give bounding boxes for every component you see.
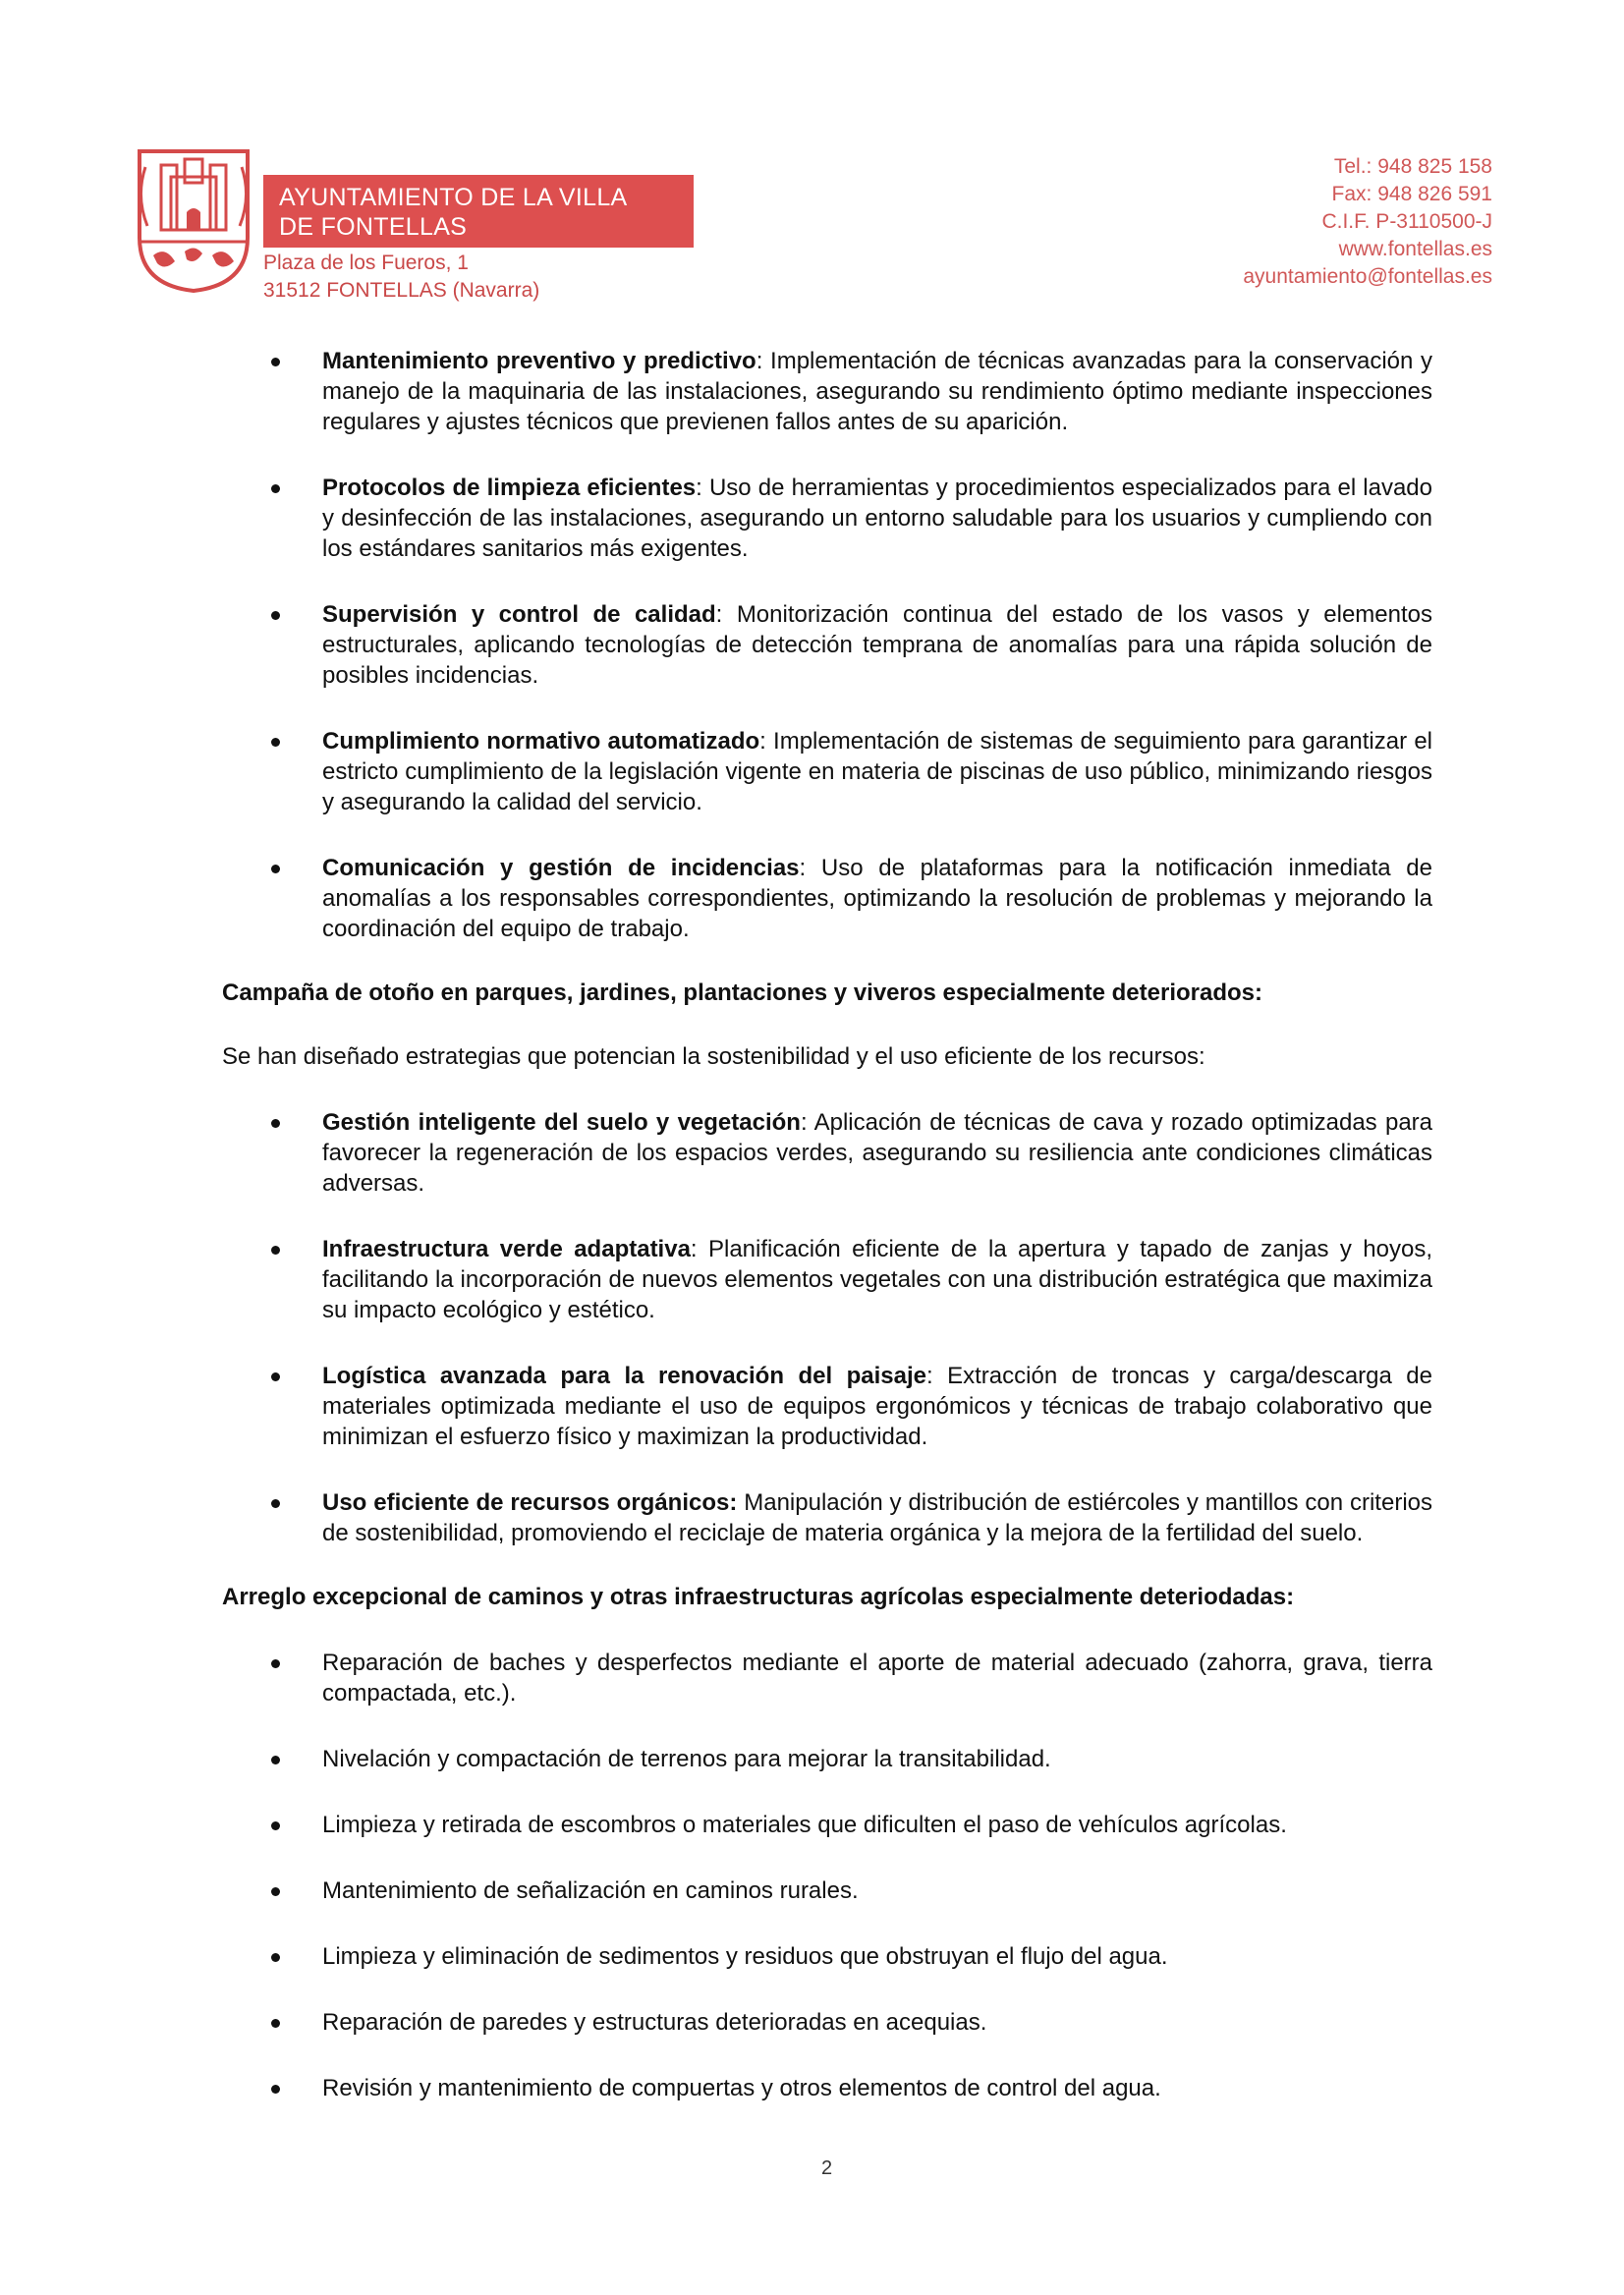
- item-text: Revisión y mantenimiento de compuertas y otros elementos de control del agua.: [322, 2075, 1161, 2101]
- item-heading: Protocolos de limpieza eficientes: [322, 475, 697, 501]
- municipality-banner: [263, 175, 694, 248]
- bullet-icon: [271, 1887, 280, 1896]
- bullet-icon: [271, 358, 280, 366]
- item-text: : Aplicación de técnicas de cava y rozado optimizadas para favorecer la regeneración de los espacios verdes, asegurando su resiliencia ante condiciones climáticas adversas.: [322, 1109, 1433, 1197]
- list-item: [222, 1648, 1432, 1708]
- item-heading: Infraestructura verde adaptativa: [322, 1236, 691, 1262]
- bullet-icon: [271, 1953, 280, 1962]
- list-item: [222, 346, 1432, 437]
- bullet-icon: [271, 611, 280, 620]
- banner-line-1: AYUNTAMIENTO DE LA VILLA: [279, 184, 628, 211]
- contact-email[interactable]: ayuntamiento@fontellas.es: [1243, 265, 1492, 288]
- list-item: [222, 1487, 1432, 1548]
- list-item: [222, 1810, 1432, 1840]
- address-line-2: 31512 FONTELLAS (Navarra): [263, 279, 540, 302]
- address-line-1: Plaza de los Fueros, 1: [263, 252, 469, 274]
- item-text: Limpieza y eliminación de sedimentos y residuos que obstruyan el flujo del agua.: [322, 1943, 1168, 1970]
- item-text: : Extracción de troncas y carga/descarga de materiales optimizada mediante el uso de equipos ergonómicos y técnicas de trabajo colaborativo que minimizan el esfuerzo físico y maximizan la productividad.: [322, 1363, 1433, 1450]
- contact-fax: Fax: 948 826 591: [1331, 183, 1492, 205]
- item-text: Limpieza y retirada de escombros o materiales que dificulten el paso de vehículos agrícolas.: [322, 1812, 1287, 1838]
- page-number: 2: [821, 2157, 833, 2179]
- item-text: Reparación de paredes y estructuras deterioradas en acequias.: [322, 2009, 987, 2036]
- castle-crest-icon: [136, 147, 252, 295]
- bullet-icon: [271, 865, 280, 873]
- list-item: [222, 1744, 1432, 1774]
- bullet-icon: [271, 1821, 280, 1830]
- document-body: [222, 346, 1432, 2103]
- bullet-icon: [271, 1119, 280, 1128]
- bullet-icon: [271, 1499, 280, 1508]
- item-text: : Uso de herramientas y procedimientos especializados para el lavado y desinfección de las instalaciones, asegurando un entorno saludable para los usuarios y cumpliendo con los estándares sanitarios más exigentes.: [322, 475, 1433, 562]
- contact-block: [1243, 153, 1492, 291]
- section-intro: Se han diseñado estrategias que potencian la sostenibilidad y el uso eficiente de los recursos:: [222, 1043, 1205, 1070]
- autumn-campaign-list: [222, 1107, 1432, 1548]
- list-item: [222, 599, 1432, 691]
- item-text: : Implementación de técnicas avanzadas para la conservación y manejo de la maquinaria de las instalaciones, asegurando su rendimiento óptimo mediante inspecciones regulares y ajustes técnicos que previenen fallos antes de su aparición.: [322, 348, 1432, 435]
- bullet-icon: [271, 1659, 280, 1668]
- item-text: : Planificación eficiente de la apertura y tapado de zanjas y hoyos, facilitando la incorporación de nuevos elementos vegetales con una distribución estratégica que maximiza su impacto ecológico y estético.: [322, 1236, 1432, 1323]
- address-block: [263, 250, 539, 305]
- list-item: [222, 1107, 1432, 1199]
- list-item: [222, 1875, 1432, 1906]
- item-text: : Monitorización continua del estado de los vasos y elementos estructurales, aplicando tecnologías de detección temprana de anomalías para una rápida solución de posibles incidencias.: [322, 601, 1433, 689]
- list-item: [222, 2073, 1432, 2103]
- item-heading: Supervisión y control de calidad: [322, 601, 716, 628]
- item-text: Manipulación y distribución de estiércoles y mantillos con criterios de sostenibilidad, promoviendo el reciclaje de materia orgánica y la mejora de la fertilidad del suelo.: [322, 1489, 1432, 1546]
- bullet-icon: [271, 738, 280, 747]
- item-text: : Implementación de sistemas de seguimiento para garantizar el estricto cumplimiento de la legislación vigente en materia de piscinas de uso público, minimizando riesgos y asegurando la calidad del servicio.: [322, 728, 1432, 815]
- bullet-icon: [271, 2019, 280, 2028]
- list-item: [222, 473, 1432, 564]
- contact-cif: C.I.F. P-3110500-J: [1321, 210, 1492, 233]
- item-heading: Uso eficiente de recursos orgánicos:: [322, 1489, 738, 1516]
- roads-repair-list: [222, 1648, 1432, 2103]
- list-item: [222, 1941, 1432, 1972]
- list-item: [222, 853, 1432, 944]
- item-text: : Uso de plataformas para la notificación inmediata de anomalías a los responsables correspondientes, optimizando la resolución de problemas y mejorando la coordinación del equipo de trabajo.: [322, 855, 1432, 942]
- item-heading: Gestión inteligente del suelo y vegetación: [322, 1109, 801, 1136]
- list-item: [222, 1234, 1432, 1325]
- contact-web[interactable]: www.fontellas.es: [1338, 238, 1492, 260]
- banner-line-2: DE FONTELLAS: [279, 213, 468, 241]
- item-heading: Logística avanzada para la renovación del paisaje: [322, 1363, 926, 1389]
- item-heading: Mantenimiento preventivo y predictivo: [322, 348, 756, 374]
- list-item: [222, 2007, 1432, 2038]
- list-item: [222, 726, 1432, 817]
- section-title-autumn: Campaña de otoño en parques, jardines, plantaciones y viveros especialmente deteriorados:: [222, 980, 1262, 1006]
- contact-tel: Tel.: 948 825 158: [1333, 155, 1492, 178]
- section-title-roads: Arreglo excepcional de caminos y otras infraestructuras agrícolas especialmente deteriodadas:: [222, 1584, 1295, 1610]
- list-item: [222, 1361, 1432, 1452]
- bullet-icon: [271, 484, 280, 493]
- bullet-icon: [271, 1246, 280, 1255]
- bullet-icon: [271, 1372, 280, 1381]
- bullet-icon: [271, 2085, 280, 2094]
- item-text: Reparación de baches y desperfectos mediante el aporte de material adecuado (zahorra, grava, tierra compactada, etc.).: [322, 1650, 1432, 1707]
- item-text: Mantenimiento de señalización en caminos rurales.: [322, 1877, 859, 1904]
- pool-maintenance-list: [222, 346, 1432, 944]
- item-heading: Cumplimiento normativo automatizado: [322, 728, 760, 755]
- item-heading: Comunicación y gestión de incidencias: [322, 855, 800, 881]
- letterhead: [0, 0, 1624, 314]
- bullet-icon: [271, 1756, 280, 1764]
- item-text: Nivelación y compactación de terrenos para mejorar la transitabilidad.: [322, 1746, 1051, 1772]
